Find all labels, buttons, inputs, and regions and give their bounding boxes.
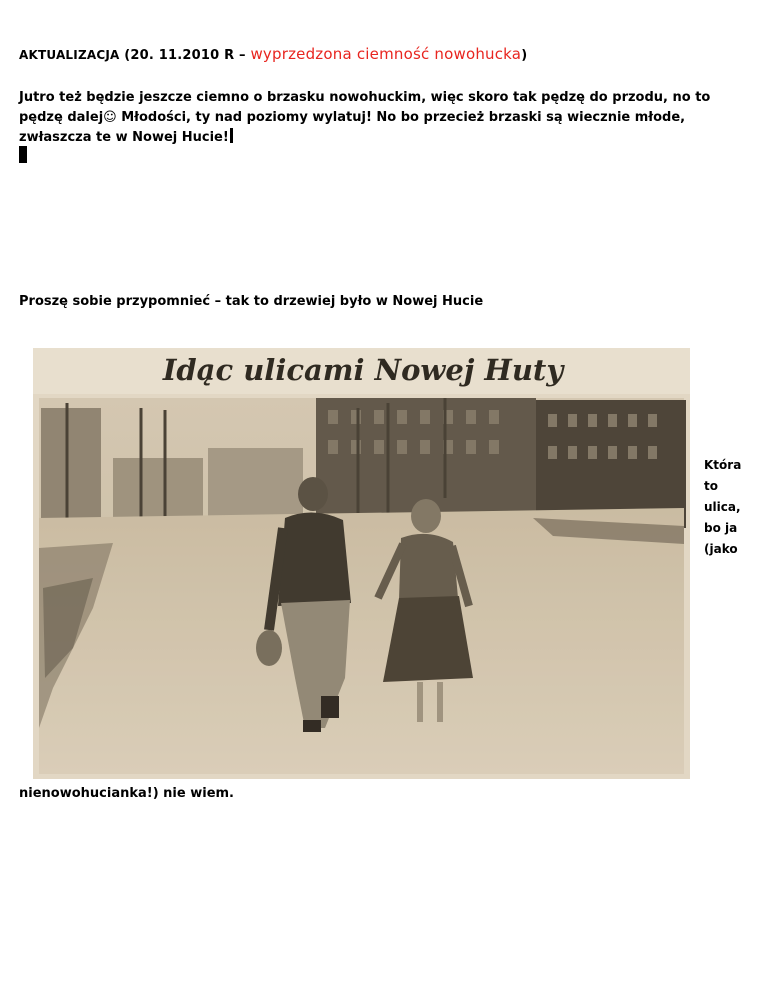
photo-side-note: Która to ulica, bo ja (jako bbox=[704, 458, 742, 556]
photo-caption: Idąc ulicami Nowej Huty bbox=[162, 353, 564, 387]
newspaper-photo bbox=[33, 348, 690, 779]
text-cursor bbox=[230, 128, 233, 143]
intro-paragraph bbox=[19, 88, 749, 148]
remember-line: Proszę sobie przypomnieć – tak to drzewiej było w Nowej Hucie bbox=[19, 294, 484, 309]
update-heading bbox=[19, 45, 527, 63]
heading-highlight: wyprzedzona ciemność nowohucka bbox=[250, 45, 522, 63]
text-block-marker bbox=[19, 146, 27, 163]
heading-date: (20. 11.2010 R – bbox=[124, 48, 246, 63]
intro-paragraph-text: Jutro też będzie jeszcze ciemno o brzasku nowohuckim, więc skoro tak pędzę do przodu, no to pędzę dalej☺ Młodości, ty nad poziomy wylatuj! No bo przecież brzaski są wiecznie młode, zwłaszcza te w Nowej Hucie! bbox=[19, 90, 711, 145]
heading-prefix: AKTUALIZACJA bbox=[19, 48, 120, 62]
heading-suffix: ) bbox=[521, 48, 528, 63]
trailing-text: nienowohucianka!) nie wiem. bbox=[19, 786, 234, 801]
